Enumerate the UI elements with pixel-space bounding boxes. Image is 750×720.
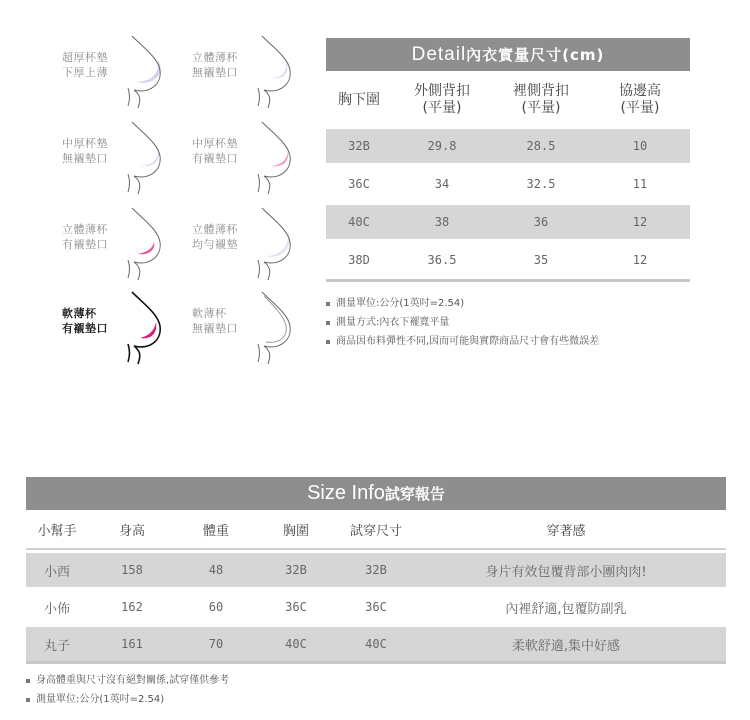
- detail-header-cell: [492, 83, 590, 117]
- note-text: 商品因布料彈性不同,因而可能與實際商品尺寸會有些微誤差: [336, 336, 600, 347]
- cup-soft-pad-icon: [114, 286, 184, 366]
- cup-even-pad-icon: [244, 202, 314, 282]
- note-item: [326, 294, 690, 313]
- size-header-cell: 試穿尺寸: [349, 523, 402, 539]
- table-cell: 32B: [348, 138, 370, 153]
- cup-type-sublabel: 有襯墊口: [192, 152, 238, 165]
- table-row: [26, 627, 726, 661]
- table-cell: 161: [121, 637, 143, 651]
- bullet-square-icon: [26, 679, 30, 683]
- note-text: 測量單位:公分(1英吋=2.54): [336, 298, 465, 309]
- cup-type-item: [52, 202, 182, 282]
- detail-header-label: 胸下圍: [338, 91, 380, 108]
- table-cell: 162: [121, 600, 143, 614]
- cup-mid-pad-icon: [114, 116, 184, 196]
- detail-header-label: 協邊高: [619, 83, 661, 99]
- cup-type-sublabel: 無襯墊口: [192, 66, 238, 79]
- table-cell: 40C: [348, 214, 370, 229]
- size-info-title-bar: [26, 477, 726, 510]
- detail-notes: [326, 294, 690, 351]
- table-cell: 40C: [365, 637, 387, 651]
- table-cell: 柔軟舒適,集中好感: [511, 638, 621, 654]
- cup-outline-icon: [244, 286, 314, 366]
- size-info-title-zh: 試穿報告: [384, 485, 445, 503]
- cup-pink-low-pad-icon: [114, 202, 184, 282]
- cup-type-item: [52, 286, 182, 366]
- table-cell: 身片有效包覆背部小團肉肉!: [485, 564, 647, 580]
- table-cell: 32B: [365, 563, 387, 577]
- cup-type-item: [52, 116, 182, 196]
- table-row: [326, 129, 690, 163]
- cup-type-sublabel: 有襯墊口: [62, 322, 108, 335]
- table-cell: 12: [632, 214, 648, 229]
- size-info-table: [26, 477, 726, 709]
- table-cell: 36: [533, 214, 549, 229]
- detail-title-bar: [326, 38, 690, 71]
- table-row: [26, 590, 726, 624]
- table-cell: 60: [208, 600, 224, 614]
- table-row: [326, 205, 690, 239]
- detail-header-sublabel: (平量): [521, 100, 561, 116]
- table-cell: 38: [434, 214, 450, 229]
- cup-type-label: 立體薄杯: [192, 223, 238, 236]
- table-bottom-rule: [26, 661, 726, 664]
- cup-type-label: 中厚杯墊: [192, 137, 238, 150]
- detail-header-sublabel: (平量): [422, 100, 462, 116]
- bullet-square-icon: [326, 340, 330, 344]
- cup-type-legend: [52, 30, 302, 370]
- table-cell: 內裡舒適,包覆防副乳: [505, 601, 627, 617]
- cup-thick-pad-icon: [114, 30, 184, 110]
- cup-type-item: [182, 286, 312, 366]
- table-cell: 12: [632, 252, 648, 267]
- cup-thin-pad-icon: [244, 30, 314, 110]
- table-cell: 28.5: [526, 138, 556, 153]
- size-header-cell: 小幫手: [37, 523, 77, 539]
- size-header-cell: 身高: [118, 523, 145, 539]
- size-header-cell: 胸圍: [282, 523, 309, 539]
- cup-type-label: 立體薄杯: [62, 223, 108, 236]
- size-info-header-row: [26, 510, 726, 550]
- size-info-notes: [26, 671, 726, 709]
- detail-size-table: [326, 38, 690, 351]
- table-cell: 48: [208, 563, 224, 577]
- table-cell: 36C: [285, 600, 307, 614]
- size-info-title-en: Size Info: [307, 482, 385, 504]
- table-cell: 29.8: [427, 138, 457, 153]
- table-cell: 小佈: [43, 601, 70, 617]
- table-cell: 38D: [348, 252, 370, 267]
- cup-type-sublabel: 下厚上薄: [62, 66, 108, 79]
- detail-header-cell: [392, 83, 492, 117]
- cup-pink-pad-icon: [244, 116, 314, 196]
- note-item: [26, 690, 726, 709]
- cup-type-sublabel: 無襯墊口: [62, 152, 108, 165]
- note-item: [326, 332, 690, 351]
- table-cell: 158: [121, 563, 143, 577]
- cup-type-item: [182, 202, 312, 282]
- table-cell: 10: [632, 138, 648, 153]
- table-cell: 32.5: [526, 176, 556, 191]
- note-text: 測量方式:內衣下襬寬平量: [336, 317, 450, 328]
- detail-header-row: [326, 71, 690, 129]
- cup-type-sublabel: 無襯墊口: [192, 322, 238, 335]
- cup-type-label: 軟薄杯: [62, 307, 97, 320]
- note-item: [326, 313, 690, 332]
- size-header-cell: 體重: [202, 523, 229, 539]
- detail-header-label: 外側背扣: [414, 83, 470, 99]
- detail-title-zh: 內衣實量尺寸(cm): [466, 46, 605, 64]
- note-text: 測量單位:公分(1英吋=2.54): [36, 694, 165, 705]
- cup-type-item: [182, 30, 312, 110]
- cup-type-label: 立體薄杯: [192, 51, 238, 64]
- table-row: [26, 553, 726, 587]
- bullet-square-icon: [326, 302, 330, 306]
- detail-header-cell: [326, 92, 392, 109]
- detail-header-label: 裡側背扣: [513, 83, 569, 99]
- cup-type-label: 超厚杯墊: [62, 51, 108, 64]
- cup-type-label: 軟薄杯: [192, 307, 227, 320]
- table-cell: 35: [533, 252, 549, 267]
- table-cell: 40C: [285, 637, 307, 651]
- table-cell: 小西: [43, 564, 70, 580]
- detail-header-sublabel: (平量): [620, 100, 660, 116]
- table-bottom-rule: [326, 279, 690, 282]
- table-row: [326, 167, 690, 201]
- bullet-square-icon: [26, 698, 30, 702]
- table-cell: 34: [434, 176, 450, 191]
- cup-type-label: 中厚杯墊: [62, 137, 108, 150]
- note-text: 身高體重與尺寸沒有絕對關係,試穿僅供參考: [36, 675, 230, 686]
- table-cell: 36C: [365, 600, 387, 614]
- cup-type-sublabel: 均勻襯墊: [192, 238, 238, 251]
- table-cell: 丸子: [43, 638, 70, 654]
- detail-header-cell: [590, 83, 690, 117]
- table-cell: 36C: [348, 176, 370, 191]
- cup-type-sublabel: 有襯墊口: [62, 238, 108, 251]
- cup-type-item: [52, 30, 182, 110]
- note-item: [26, 671, 726, 690]
- table-cell: 36.5: [427, 252, 457, 267]
- table-cell: 11: [632, 176, 648, 191]
- table-row: [326, 243, 690, 277]
- detail-title-en: Detail: [411, 44, 467, 65]
- size-header-cell: 穿著感: [546, 523, 586, 539]
- table-cell: 70: [208, 637, 224, 651]
- cup-type-item: [182, 116, 312, 196]
- bullet-square-icon: [326, 321, 330, 325]
- table-cell: 32B: [285, 563, 307, 577]
